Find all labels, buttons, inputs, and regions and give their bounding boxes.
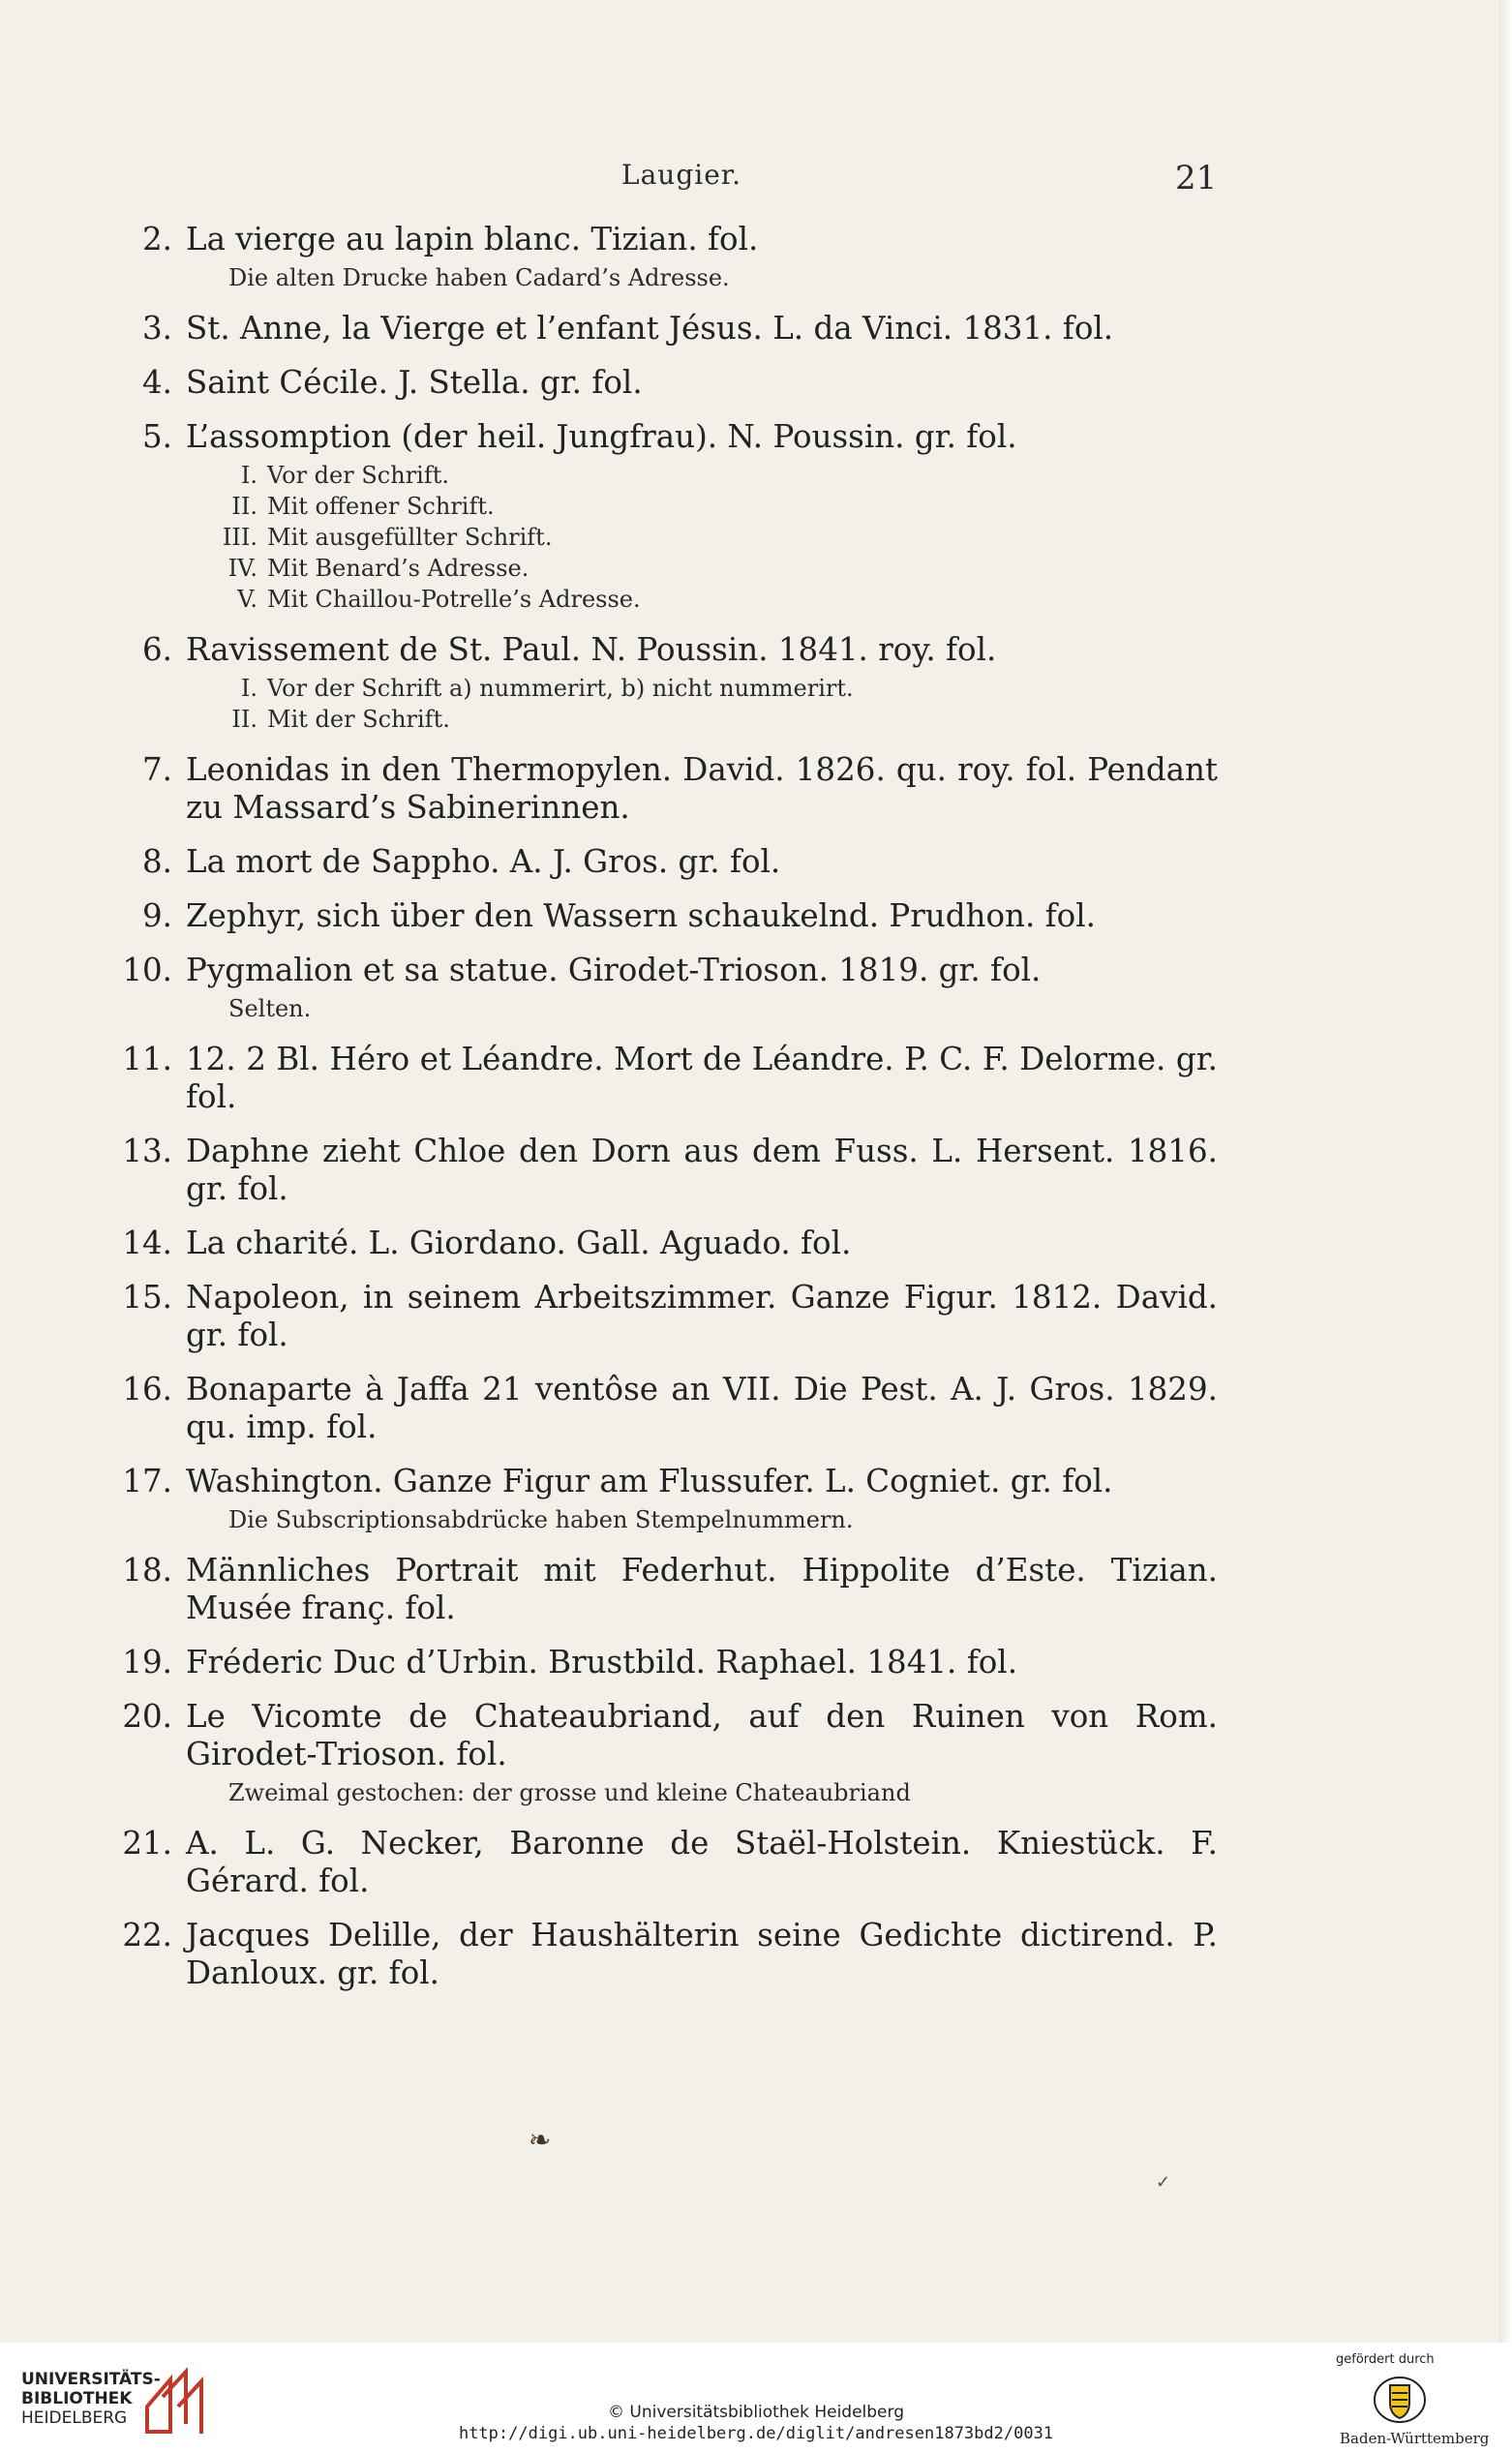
catalogue-entry — [114, 1463, 1218, 1500]
state-numeral: III. — [222, 524, 257, 551]
entry-number: 3. — [141, 310, 172, 347]
logo-line: UNIVERSITÄTS- — [21, 2370, 161, 2389]
entry-number: 9. — [141, 897, 172, 934]
catalogue-entry — [114, 310, 1218, 348]
catalogue-entry — [114, 1041, 1218, 1116]
footer-bar — [0, 2343, 1512, 2453]
print-state — [114, 553, 1218, 584]
state-numeral: IV. — [227, 555, 257, 582]
print-state — [114, 491, 1218, 522]
sponsor-label: gefördert durch — [1336, 2352, 1435, 2367]
entry-number: 8. — [141, 843, 172, 880]
catalogue-entry — [114, 364, 1218, 402]
entry-number: 11. — [122, 1041, 172, 1077]
running-header — [0, 159, 1512, 207]
entry-notes — [114, 1777, 1218, 1808]
state-list — [114, 460, 1218, 615]
state-numeral: I. — [240, 675, 257, 702]
print-state — [114, 460, 1218, 491]
scan-edge — [1498, 0, 1512, 2343]
state-numeral: I. — [240, 462, 257, 489]
entry-text: Daphne zieht Chloe den Dorn aus dem Fuss. L. Hersent. 1816. gr. fol. — [186, 1133, 1218, 1207]
entry-text: La vierge au lapin blanc. Tizian. fol. — [186, 221, 759, 257]
print-state — [114, 522, 1218, 553]
catalogue-entry — [114, 751, 1218, 827]
entry-text: Jacques Delille, der Haushälterin seine Gedichte dictirend. P. Danloux. gr. fol. — [186, 1917, 1218, 1991]
entry-number: 13. — [122, 1133, 172, 1169]
entry-text: La charité. L. Giordano. Gall. Aguado. fol. — [186, 1225, 852, 1261]
logo-line: BIBLIOTHEK — [21, 2389, 133, 2408]
entry-number: 6. — [141, 631, 172, 668]
catalogue-entry — [114, 952, 1218, 989]
entry-number: 7. — [141, 751, 172, 788]
catalogue-entry — [114, 1644, 1218, 1681]
state-text: Vor der Schrift. — [267, 462, 449, 489]
entry-text: La mort de Sappho. A. J. Gros. gr. fol. — [186, 843, 781, 880]
state-numeral: II. — [231, 706, 257, 733]
entry-text: Saint Cécile. J. Stella. gr. fol. — [186, 364, 643, 401]
entry-text: Männliches Portrait mit Federhut. Hippolite d’Este. Tizian. Musée franç. fol. — [186, 1552, 1218, 1626]
entry-number: 15. — [122, 1279, 172, 1316]
print-state — [114, 584, 1218, 615]
entry-number: 18. — [122, 1552, 172, 1589]
catalogue-entry — [114, 1225, 1218, 1262]
entry-text: Le Vicomte de Chateaubriand, auf den Ruinen von Rom. Girodet-Trioson. fol. — [186, 1698, 1218, 1772]
entry-text: Ravissement de St. Paul. N. Poussin. 1841. roy. fol. — [186, 631, 997, 668]
entry-number: 5. — [141, 418, 172, 455]
catalogue-entry — [114, 1371, 1218, 1446]
entry-number: 22. — [122, 1917, 172, 1953]
state-text: Vor der Schrift a) nummerirt, b) nicht nummerirt. — [267, 675, 854, 702]
state-text: Mit Benard’s Adresse. — [267, 555, 529, 582]
state-numeral: II. — [231, 493, 257, 520]
catalogue-entry — [114, 1698, 1218, 1773]
entry-number: 2. — [141, 221, 172, 257]
catalogue-entry — [114, 1133, 1218, 1208]
ink-speck: ✓ — [1156, 2172, 1171, 2193]
copyright-notice: © Universitätsbibliothek Heidelberg — [607, 2403, 904, 2422]
entry-notes — [114, 1504, 1218, 1535]
entry-note: Zweimal gestochen: der grosse und kleine Chateaubriand — [228, 1779, 911, 1806]
entry-note: Die Subscriptionsabdrücke haben Stempelnummern. — [228, 1506, 854, 1533]
entry-text: Pygmalion et sa statue. Girodet-Trioson. 1819. gr. fol. — [186, 952, 1042, 988]
print-state — [114, 704, 1218, 735]
state-text: Mit der Schrift. — [267, 706, 450, 733]
entry-number: 16. — [122, 1371, 172, 1408]
entry-number: 21. — [122, 1825, 172, 1862]
entry-text: A. L. G. Necker, Baronne de Staël-Holstein. Kniestück. F. Gérard. fol. — [186, 1825, 1218, 1899]
entry-text: Washington. Ganze Figur am Flussufer. L. Cogniet. gr. fol. — [186, 1463, 1113, 1499]
catalogue-entries — [114, 221, 1218, 1992]
entry-text: St. Anne, la Vierge et l’enfant Jésus. L. da Vinci. 1831. fol. — [186, 310, 1114, 347]
entry-number: 20. — [122, 1698, 172, 1735]
state-text: Mit ausgefüllter Schrift. — [267, 524, 553, 551]
entry-number: 14. — [122, 1225, 172, 1261]
entry-text: Napoleon, in seinem Arbeitszimmer. Ganze Figur. 1812. David. gr. fol. — [186, 1279, 1218, 1353]
entry-number: 4. — [141, 364, 172, 401]
entry-text: Bonaparte à Jaffa 21 ventôse an VII. Die Pest. A. J. Gros. 1829. qu. imp. fol. — [186, 1371, 1218, 1445]
entry-text: L’assomption (der heil. Jungfrau). N. Poussin. gr. fol. — [186, 418, 1017, 455]
state-text: Mit Chaillou-Potrelle’s Adresse. — [267, 586, 641, 613]
catalogue-entry — [114, 631, 1218, 669]
print-state — [114, 673, 1218, 704]
state-numeral: V. — [237, 586, 257, 613]
entry-text: Leonidas in den Thermopylen. David. 1826. qu. roy. fol. Pendant zu Massard’s Sabinerinnen. — [186, 751, 1218, 826]
catalogue-entry — [114, 1279, 1218, 1354]
entry-note: Selten. — [228, 995, 312, 1022]
entry-number: 17. — [122, 1463, 172, 1499]
page-number: 21 — [1175, 159, 1218, 197]
entry-number: 19. — [122, 1644, 172, 1681]
header-title: Laugier. — [621, 159, 741, 191]
entry-note: Die alten Drucke haben Cadard’s Adresse. — [228, 264, 730, 291]
state-list — [114, 673, 1218, 735]
entry-text: Fréderic Duc d’Urbin. Brustbild. Raphael. 1841. fol. — [186, 1644, 1018, 1681]
catalogue-entry — [114, 1917, 1218, 1992]
catalogue-entry — [114, 897, 1218, 935]
entry-notes — [114, 993, 1218, 1024]
entry-number: 10. — [122, 952, 172, 988]
state-text: Mit offener Schrift. — [267, 493, 495, 520]
catalogue-entry — [114, 1825, 1218, 1900]
catalogue-entry — [114, 221, 1218, 258]
entry-text: 12. 2 Bl. Héro et Léandre. Mort de Léandre. P. C. F. Delorme. gr. fol. — [186, 1041, 1218, 1115]
permalink[interactable]: http://digi.ub.uni-heidelberg.de/diglit/andresen1873bd2/0031 — [458, 2424, 1054, 2443]
entry-notes — [114, 262, 1218, 293]
logo-line: HEIDELBERG — [21, 2408, 128, 2428]
catalogue-entry — [114, 1552, 1218, 1627]
ornament-icon: ❧ — [529, 2124, 552, 2156]
catalogue-entry — [114, 418, 1218, 456]
state-coat-of-arms-icon — [1373, 2376, 1427, 2424]
catalogue-entry — [114, 843, 1218, 881]
sponsor-name: Baden-Württemberg — [1340, 2430, 1490, 2447]
entry-text: Zephyr, sich über den Wassern schaukelnd. Prudhon. fol. — [186, 897, 1096, 934]
